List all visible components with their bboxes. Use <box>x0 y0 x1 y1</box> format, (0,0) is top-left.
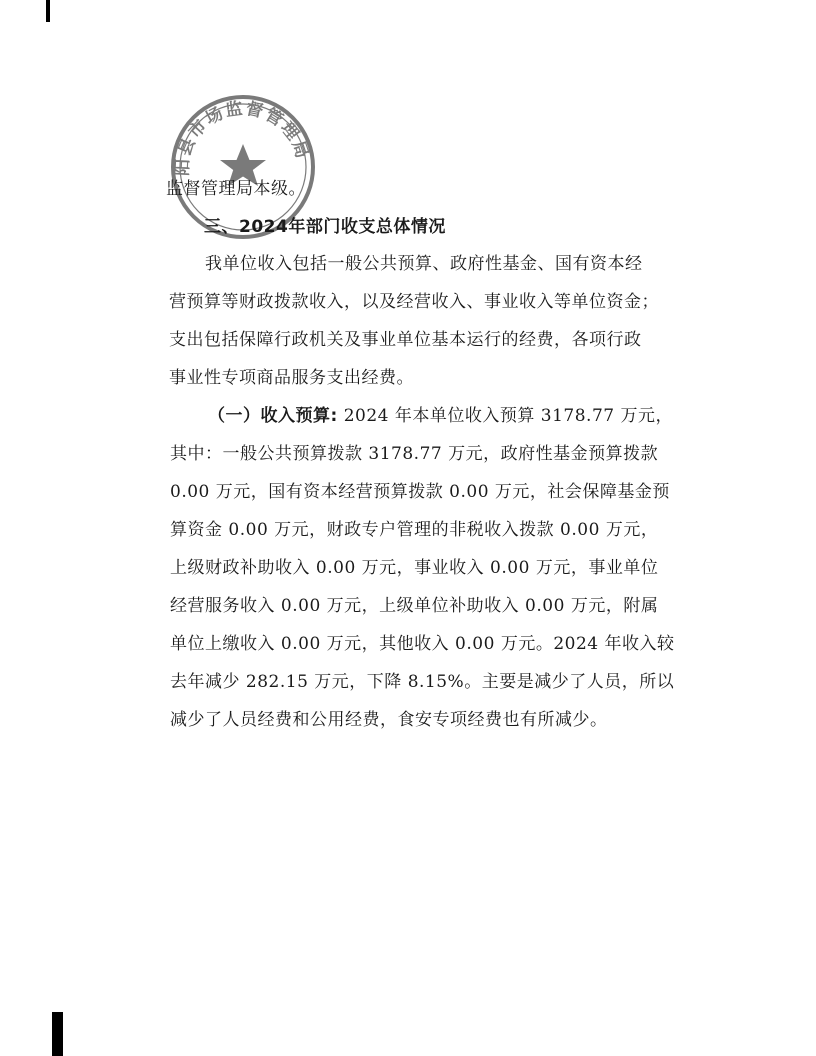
paragraph-line: 我单位收入包括一般公共预算、政府性基金、国有资本经 <box>205 254 643 274</box>
section-heading: 三、2024年部门收支总体情况 <box>204 217 446 237</box>
paragraph-line: 单位上缴收入 0.00 万元，其他收入 0.00 万元。2024 年收入较 <box>170 634 675 654</box>
paragraph-line: 事业性专项商品服务支出经费。 <box>169 368 414 388</box>
scan-edge-mark <box>46 0 50 22</box>
subsection-heading: （一）收入预算: <box>208 406 338 426</box>
paragraph-text: 2024 年本单位收入预算 3178.77 万元， <box>343 406 673 426</box>
paragraph-line: 算资金 0.00 万元，财政专户管理的非税收入拨款 0.00 万元， <box>170 520 659 540</box>
paragraph-line: 上级财政补助收入 0.00 万元，事业收入 0.00 万元，事业单位 <box>170 558 659 578</box>
paragraph-line: 去年减少 282.15 万元，下降 8.15%。主要是减少了人员，所以 <box>170 672 675 692</box>
seal-text: 阳县市场监督管理局 <box>172 98 313 177</box>
paragraph-line: 经营服务收入 0.00 万元，上级单位补助收入 0.00 万元，附属 <box>170 596 659 616</box>
text-line: 监督管理局本级。 <box>166 179 306 199</box>
paragraph-line: 减少了人员经费和公用经费，食安专项经费也有所减少。 <box>170 710 608 730</box>
scan-edge-mark <box>52 1012 63 1056</box>
paragraph-line: 其中：一般公共预算拨款 3178.77 万元，政府性基金预算拨款 <box>170 444 659 464</box>
paragraph-line: 0.00 万元，国有资本经营预算拨款 0.00 万元，社会保障基金预 <box>170 482 670 502</box>
paragraph-line: 营预算等财政拨款收入，以及经营收入、事业收入等单位资金； <box>169 292 659 312</box>
paragraph-line: 支出包括保障行政机关及事业单位基本运行的经费，各项行政 <box>169 330 642 350</box>
subsection-line <box>208 408 673 425</box>
